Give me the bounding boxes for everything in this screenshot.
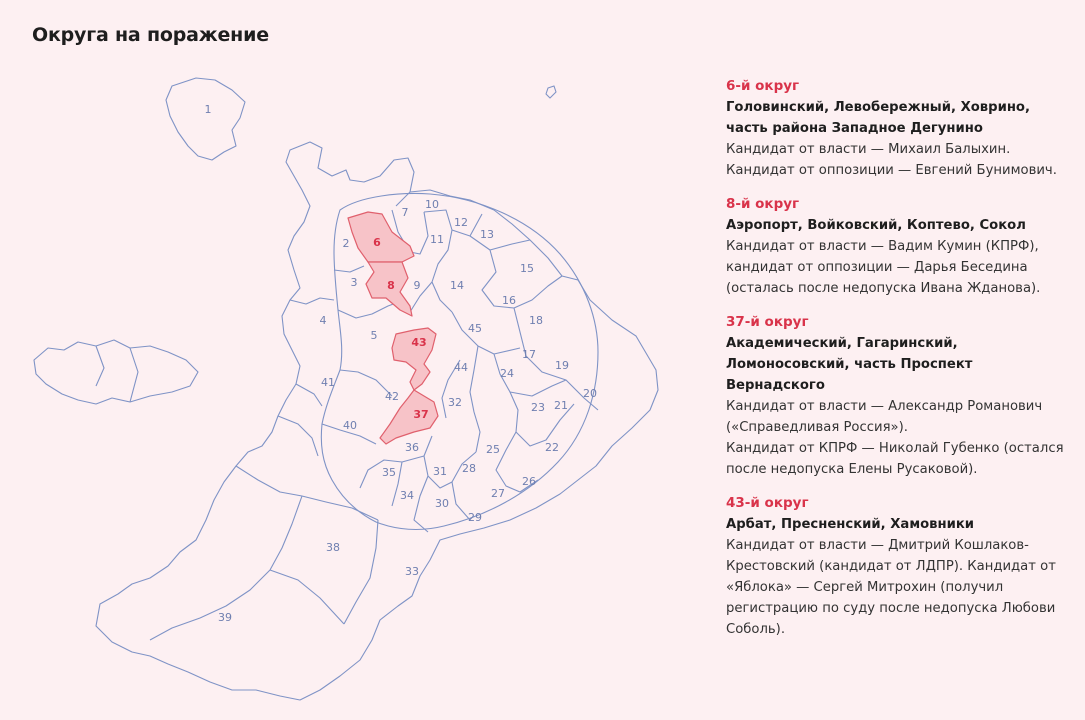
district-label: 22 — [545, 441, 559, 454]
district-1-shape — [166, 78, 245, 160]
district-label: 1 — [204, 103, 212, 116]
district-labels — [205, 103, 598, 624]
district-label: 20 — [583, 387, 597, 400]
district-label: 24 — [500, 367, 514, 380]
district-label: 10 — [425, 198, 439, 211]
district-label: 42 — [385, 390, 399, 403]
district-label: 13 — [480, 228, 494, 241]
district-label: 27 — [491, 487, 505, 500]
district-label: 11 — [430, 233, 444, 246]
district-title: 37-й округ — [726, 314, 809, 330]
district-label: 33 — [405, 565, 419, 578]
islet-shape — [546, 86, 556, 98]
district-block-6 — [726, 76, 1066, 181]
district-title: 6-й округ — [726, 78, 800, 94]
district-block-37 — [726, 312, 1066, 480]
district-areas: Головинский, Левобережный, Ховрино, часть района Западное Дегунино — [726, 100, 1031, 136]
district-label: 40 — [343, 419, 357, 432]
district-label: 35 — [382, 466, 396, 479]
district-label: 44 — [454, 361, 468, 374]
district-label: 21 — [554, 399, 568, 412]
district-areas: Арбат, Пресненский, Хамовники — [726, 517, 975, 532]
district-label: 4 — [319, 314, 327, 327]
district-label: 41 — [321, 376, 335, 389]
district-candidate-line: Кандидат от оппозиции — Евгений Бунимович. — [726, 163, 1057, 178]
district-label: 2 — [342, 237, 350, 250]
district-candidate-line: Кандидат от власти — Михаил Балыхин. — [726, 142, 1011, 157]
district-label: 28 — [462, 462, 476, 475]
district-label: 38 — [326, 541, 340, 554]
district-label-highlighted: 6 — [373, 236, 381, 249]
district-label-highlighted: 37 — [413, 408, 429, 421]
district-label: 34 — [400, 489, 414, 502]
district-label: 14 — [450, 279, 464, 292]
district-label-highlighted: 43 — [411, 336, 427, 349]
district-label: 12 — [454, 216, 468, 229]
district-label: 3 — [350, 276, 358, 289]
district-areas: Академический, Гагаринский, Ломоносовский, часть Проспект Вернадского — [726, 336, 973, 393]
district-label: 15 — [520, 262, 534, 275]
district-label: 36 — [405, 441, 419, 454]
district-label: 45 — [468, 322, 482, 335]
district-label: 32 — [448, 396, 462, 409]
districts-info-panel — [726, 76, 1066, 653]
district-candidate-line: Кандидат от власти — Вадим Кумин (КПРФ), кандидат от оппозиции — Дарья Беседина (осталась после недопуска Ивана Жданова). — [726, 239, 1041, 296]
map-svg — [0, 60, 700, 720]
district-title: 8-й округ — [726, 196, 800, 212]
district-label: 19 — [555, 359, 569, 372]
district-label: 29 — [468, 511, 482, 524]
district-label: 16 — [502, 294, 516, 307]
district-title: 43-й округ — [726, 495, 809, 511]
district-areas: Аэропорт, Войковский, Коптево, Сокол — [726, 218, 1026, 233]
district-label: 31 — [433, 465, 447, 478]
district-candidate-line: Кандидат от власти — Александр Романович («Справедливая Россия»). — [726, 399, 1043, 435]
district-block-8 — [726, 194, 1066, 299]
district-label: 30 — [435, 497, 449, 510]
district-label-highlighted: 8 — [387, 279, 395, 292]
page-title: Округа на поражение — [32, 24, 269, 46]
district-label: 25 — [486, 443, 500, 456]
district-label: 7 — [401, 206, 409, 219]
district-6-shape — [348, 212, 414, 262]
district-label: 23 — [531, 401, 545, 414]
district-label: 5 — [370, 329, 378, 342]
western-exclave-shape — [34, 340, 198, 404]
district-label: 9 — [413, 279, 421, 292]
district-label: 26 — [522, 475, 536, 488]
moscow-districts-map — [0, 60, 700, 720]
district-label: 17 — [522, 348, 536, 361]
district-block-43 — [726, 493, 1066, 640]
district-label: 39 — [218, 611, 232, 624]
district-candidate-line: Кандидат от власти — Дмитрий Кошлаков-Крестовский (кандидат от ЛДПР). Кандидат от «Яблока» — Сергей Митрохин (получил регистрацию по суду после недопуска Любови Соболь). — [726, 538, 1056, 637]
district-label: 18 — [529, 314, 543, 327]
western-exclave-inner — [96, 346, 138, 402]
district-candidate-line: Кандидат от КПРФ — Николай Губенко (остался после недопуска Елены Русаковой). — [726, 441, 1064, 477]
